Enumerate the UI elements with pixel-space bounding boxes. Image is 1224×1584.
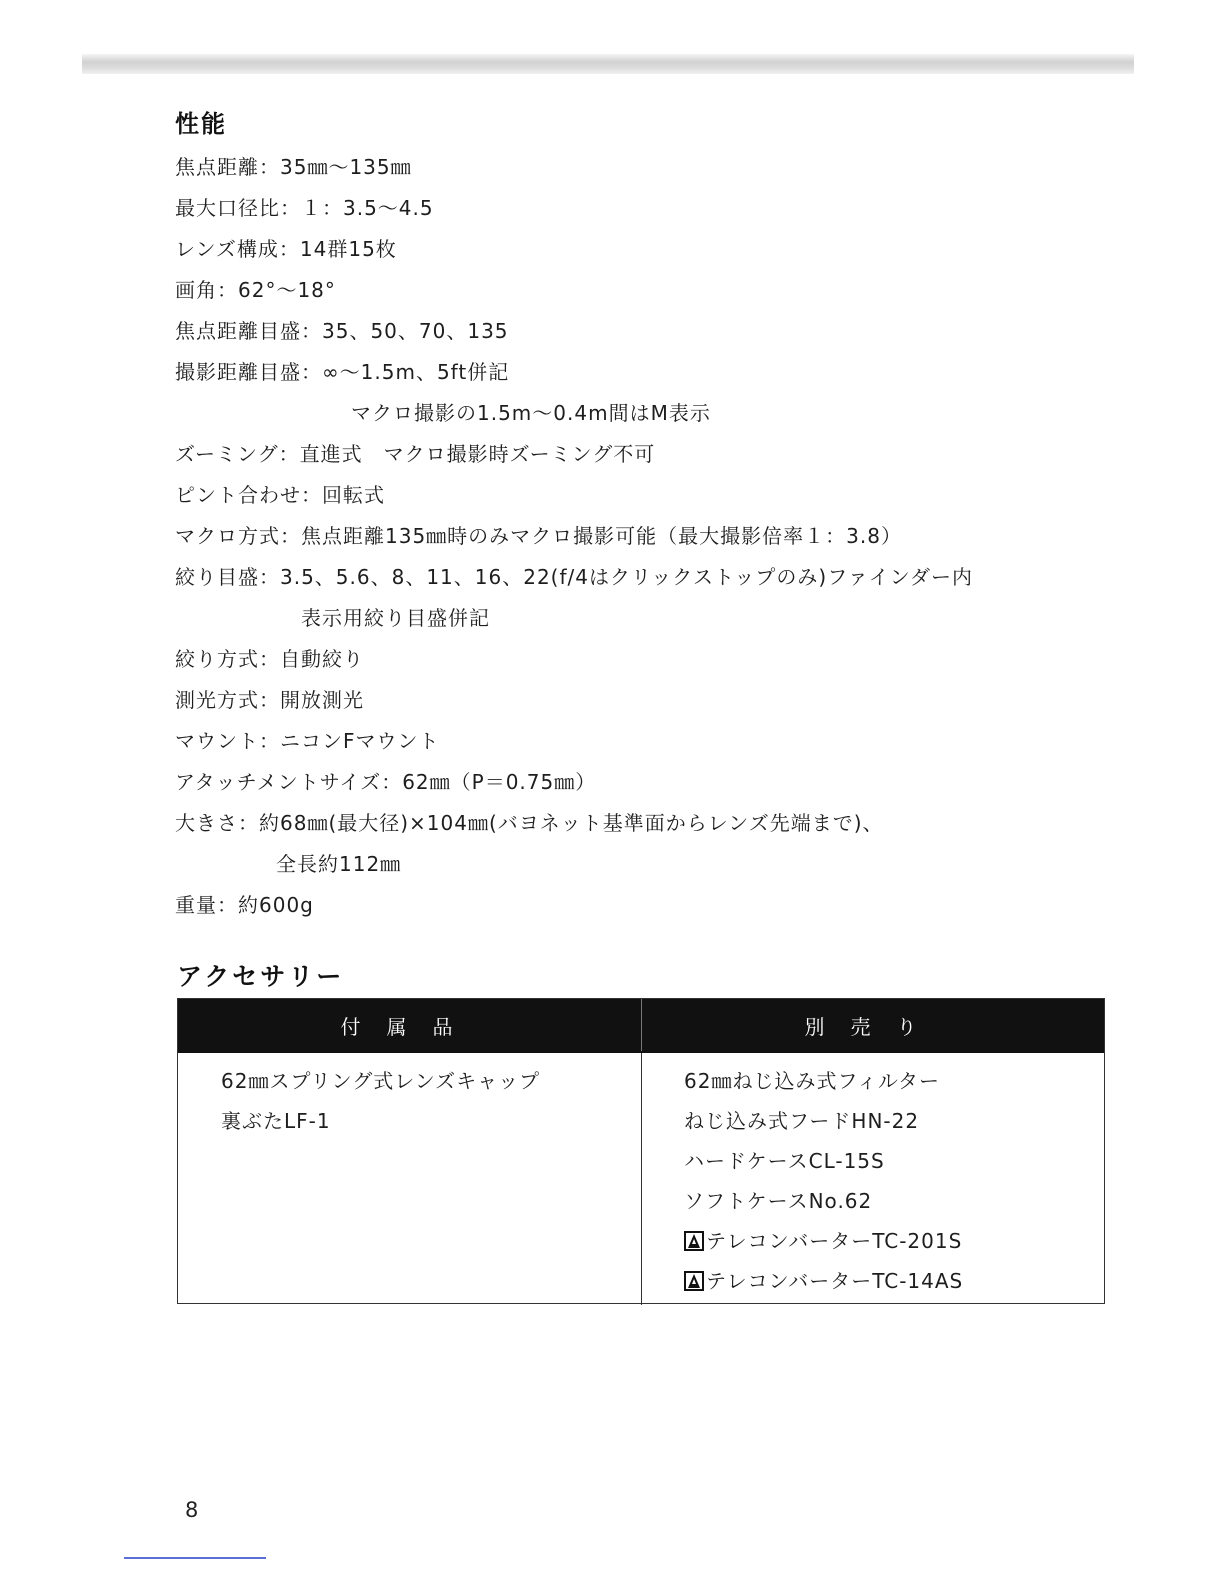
spec-distance-scale-macro-note: マクロ撮影の1.5m～0.4m間はM表示 xyxy=(351,401,711,425)
spec-aperture-scale-note: 表示用絞り目盛併記 xyxy=(301,606,490,630)
spec-focusing: ピント合わせ：回転式 xyxy=(175,483,385,507)
teleconverter-14as-label: テレコンバーターTC-14AS xyxy=(706,1269,964,1293)
optional-item-hard-case: ハードケースCL-15S xyxy=(684,1149,885,1173)
spec-attachment-size: アタッチメントサイズ：62㎜（P＝0.75㎜） xyxy=(175,770,597,794)
optional-accessories-list xyxy=(642,1053,1104,1305)
spec-weight: 重量：約600g xyxy=(175,893,314,917)
spec-macro-method: マクロ方式：焦点距離135㎜時のみマクロ撮影可能（最大撮影倍率１：3.8） xyxy=(175,524,902,548)
optional-column-header: 別売り xyxy=(804,1014,943,1039)
spec-focal-length: 焦点距離：35㎜～135㎜ xyxy=(175,155,412,179)
ai-mark-icon xyxy=(684,1231,704,1251)
included-item-rear-cap: 裏ぶたLF-1 xyxy=(221,1109,331,1133)
accessories-table xyxy=(177,998,1105,1304)
accessories-table-body xyxy=(178,1053,1104,1305)
included-item-lens-cap: 62㎜スプリング式レンズキャップ xyxy=(221,1069,541,1093)
accessories-heading: アクセサリー xyxy=(177,962,345,991)
page-number: 8 xyxy=(185,1498,199,1522)
scan-header-band xyxy=(82,54,1134,74)
accessories-table-header xyxy=(178,999,1104,1053)
optional-item-teleconverter-14as xyxy=(684,1263,1104,1303)
teleconverter-201s-label: テレコンバーターTC-201S xyxy=(706,1229,963,1253)
spec-dimensions: 大きさ：約68㎜(最大径)×104㎜(バヨネット基準面からレンズ先端まで)、 xyxy=(175,811,884,835)
spec-lens-construction: レンズ構成：14群15枚 xyxy=(175,237,397,261)
performance-spec-list xyxy=(175,150,1155,929)
spec-max-aperture-ratio: 最大口径比：１：3.5～4.5 xyxy=(175,196,434,220)
spec-angle-of-view: 画角：62°～18° xyxy=(175,278,336,302)
spec-overall-length: 全長約112㎜ xyxy=(276,852,402,876)
bottom-rule xyxy=(124,1557,266,1559)
optional-item-hood: ねじ込み式フードHN-22 xyxy=(684,1109,920,1133)
optional-item-filter: 62㎜ねじ込み式フィルター xyxy=(684,1069,941,1093)
spec-metering: 測光方式：開放測光 xyxy=(175,688,364,712)
spec-aperture-scale: 絞り目盛：3.5、5.6、8、11、16、22(f/4はクリックストップのみ)ファインダー内 xyxy=(175,565,973,589)
included-column-header: 付属品 xyxy=(178,999,642,1051)
spec-mount: マウント：ニコンFマウント xyxy=(175,729,440,753)
spec-zooming: ズーミング：直進式 マクロ撮影時ズーミング不可 xyxy=(175,442,656,466)
included-accessories-list xyxy=(178,1053,642,1305)
ai-mark-icon xyxy=(684,1271,704,1291)
spec-diaphragm: 絞り方式：自動絞り xyxy=(175,647,364,671)
spec-distance-scale: 撮影距離目盛：∞～1.5m、5ft併記 xyxy=(175,360,510,384)
spec-focal-length-scale: 焦点距離目盛：35、50、70、135 xyxy=(175,319,509,343)
performance-heading: 性能 xyxy=(175,110,227,138)
optional-item-teleconverter-201s xyxy=(684,1223,1104,1263)
optional-item-soft-case: ソフトケースNo.62 xyxy=(684,1189,873,1213)
